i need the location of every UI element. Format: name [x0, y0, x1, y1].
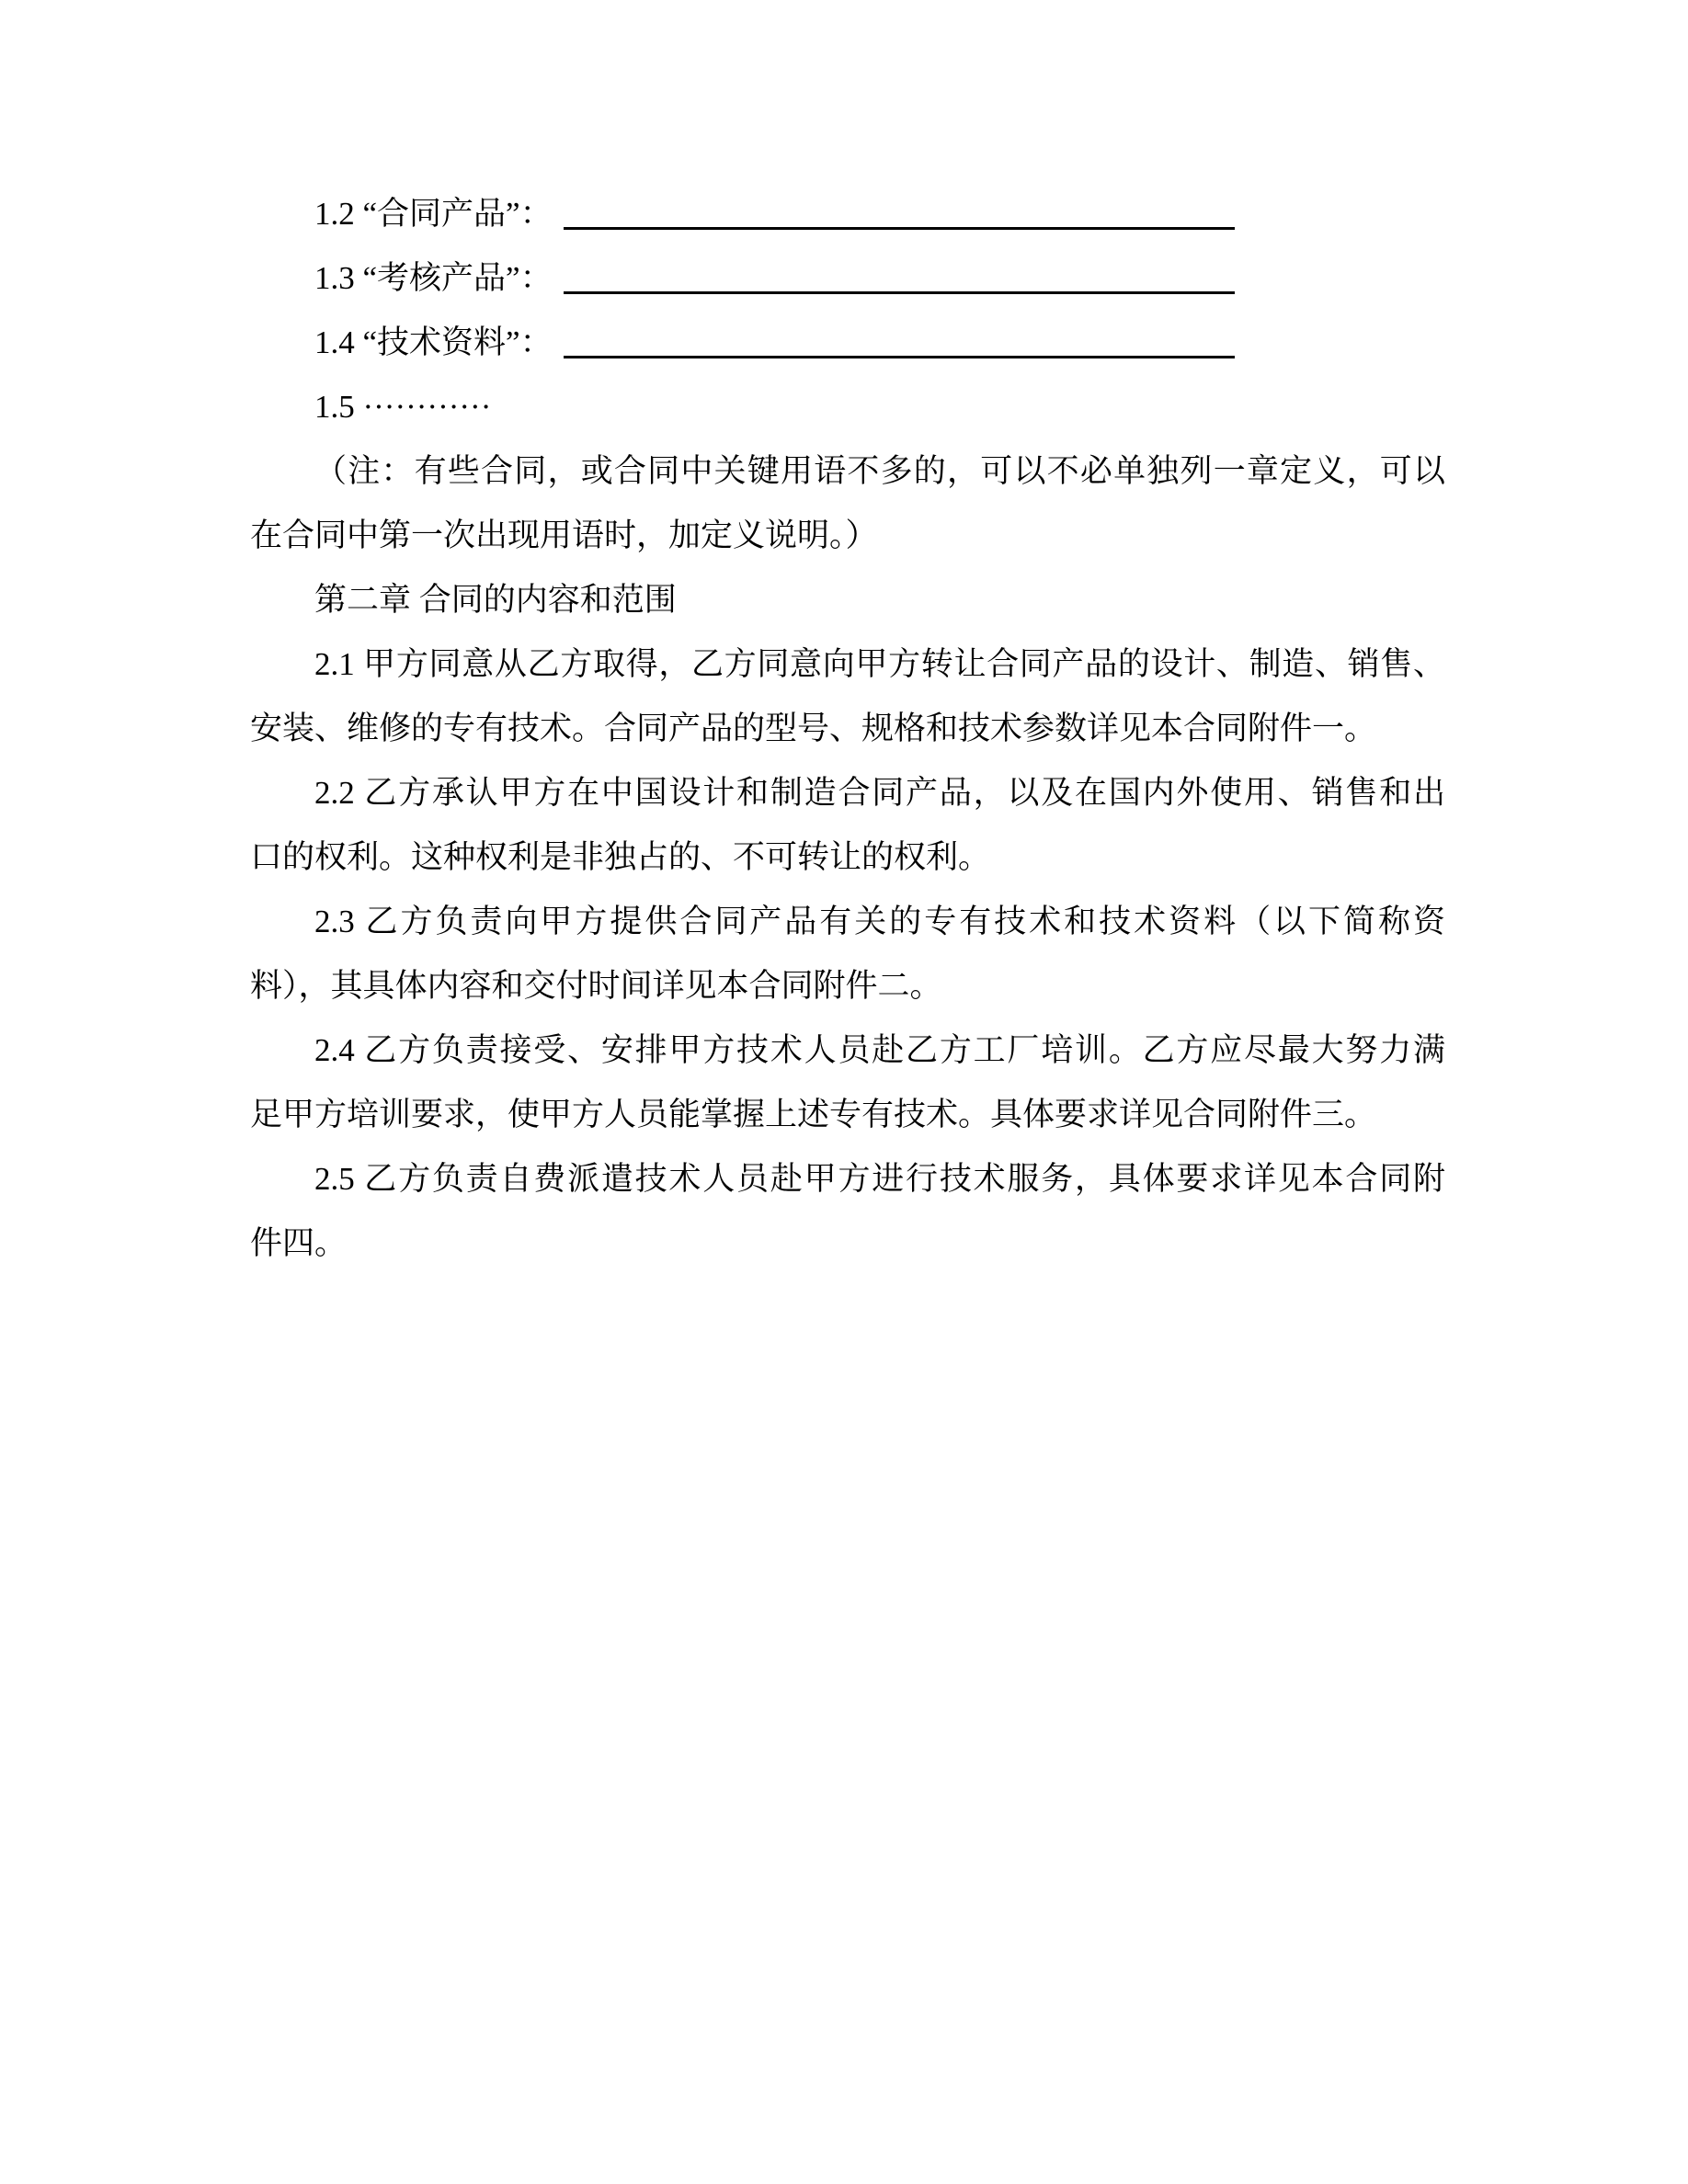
chapter-2-heading [250, 568, 1445, 632]
clause-2-3-line-1: 2.3 乙方负责向甲方提供合同产品有关的专有技术和技术资料（以下简称资 [314, 904, 1445, 939]
note-line-2: 在合同中第一次出现用语时，加定义说明。） [250, 518, 878, 553]
clause-2-5-line-2: 件四。 [250, 1225, 348, 1261]
clause-2-3-line-2: 料），其具体内容和交付时间详见本合同附件二。 [250, 968, 942, 1004]
clause-2-2-line-2: 口的权利。这种权利是非独占的、不可转让的权利。 [250, 839, 991, 875]
clause-2-4-line-2: 足甲方培训要求，使甲方人员能掌握上述专有技术。具体要求详见合同附件三。 [250, 1097, 1377, 1132]
contract-body [250, 182, 1445, 1276]
clause-2-2-line-1: 2.2 乙方承认甲方在中国设计和制造合同产品，以及在国内外使用、销售和出 [314, 775, 1445, 811]
clause-2-2 [250, 761, 1445, 890]
note-paragraph [250, 439, 1445, 568]
definition-item-1-3 [250, 246, 1445, 311]
definition-label-1-2: 1.2 “合同产品”： [314, 196, 553, 232]
fill-in-blank-1-2[interactable] [564, 227, 1235, 230]
definition-label-1-3: 1.3 “考核产品”： [314, 260, 553, 296]
clause-2-1-line-2: 安装、维修的专有技术。合同产品的型号、规格和技术参数详见本合同附件一。 [250, 711, 1377, 746]
definition-label-1-5: 1.5 ············ [314, 389, 492, 425]
clause-2-5 [250, 1147, 1445, 1276]
chapter-2-heading-text: 第二章 合同的内容和范围 [314, 582, 677, 618]
note-line-1: （注：有些合同，或合同中关键用语不多的，可以不必单独列一章定义，可以 [314, 453, 1445, 489]
clause-2-3 [250, 890, 1445, 1018]
definition-item-1-2 [250, 182, 1445, 246]
clause-2-1 [250, 632, 1445, 761]
definition-label-1-4: 1.4 “技术资料”： [314, 324, 553, 360]
definition-item-1-5 [250, 375, 1445, 439]
fill-in-blank-1-4[interactable] [564, 356, 1235, 358]
definition-item-1-4 [250, 311, 1445, 375]
fill-in-blank-1-3[interactable] [564, 291, 1235, 294]
clause-2-1-line-1: 2.1 甲方同意从乙方取得，乙方同意向甲方转让合同产品的设计、制造、销售、 [314, 646, 1445, 682]
clause-2-4-line-1: 2.4 乙方负责接受、安排甲方技术人员赴乙方工厂培训。乙方应尽最大努力满 [314, 1032, 1445, 1068]
clause-2-4 [250, 1018, 1445, 1147]
clause-2-5-line-1: 2.5 乙方负责自费派遣技术人员赴甲方进行技术服务，具体要求详见本合同附 [314, 1161, 1445, 1197]
